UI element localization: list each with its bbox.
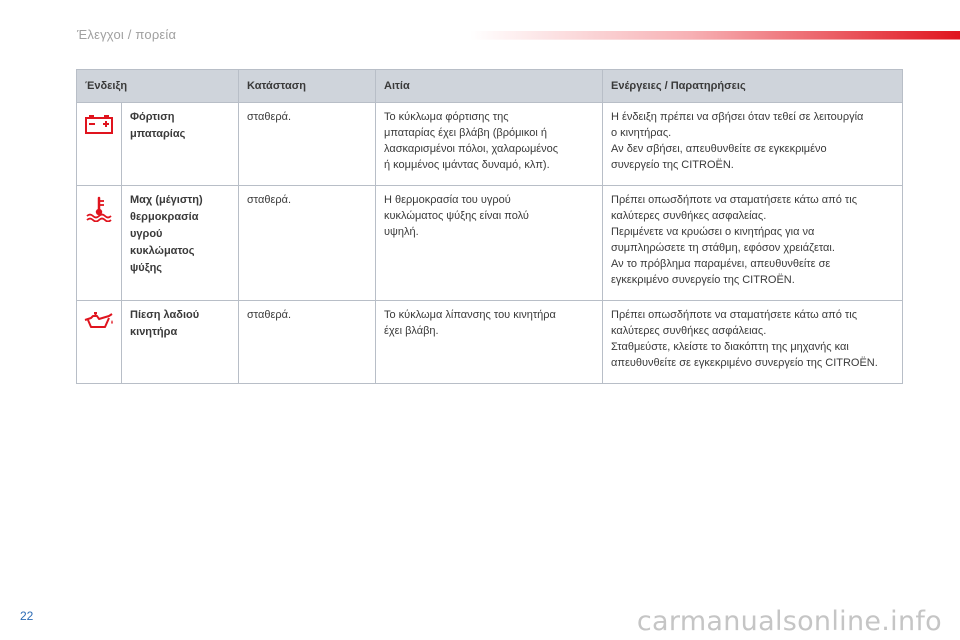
table-row <box>77 301 903 384</box>
cause-line: υψηλή. <box>384 226 419 238</box>
indicator-name-line: κινητήρα <box>130 326 178 338</box>
page-number: 22 <box>20 609 34 623</box>
action-line: Πρέπει οπωσδήποτε να σταματήσετε κάτω από τις <box>611 309 857 321</box>
action-line: συνεργείο της CITROËN. <box>611 159 734 171</box>
action-line: απευθυνθείτε σε εγκεκριμένο συνεργείο της CITROËN. <box>611 357 878 369</box>
header-rule <box>470 39 960 40</box>
action-line: Σταθμεύστε, κλείστε το διακόπτη της μηχανής και <box>611 341 849 353</box>
column-header-cause: Αιτία <box>376 70 603 103</box>
battery-charge-icon <box>84 113 114 135</box>
indicator-name-line: μπαταρίας <box>130 128 186 140</box>
action-line: Η ένδειξη πρέπει να σβήσει όταν τεθεί σε λειτουργία <box>611 111 864 123</box>
indicator-name-line: Φόρτιση <box>130 111 175 123</box>
cause-line: Το κύκλωμα λίπανσης του κινητήρα <box>384 309 556 321</box>
table-row <box>77 186 903 301</box>
action-line: καλύτερες συνθήκες ασφαλείας. <box>611 210 767 222</box>
column-header-actions: Ενέργειες / Παρατηρήσεις <box>603 70 903 103</box>
cause-line: έχει βλάβη. <box>384 325 439 337</box>
indicator-name-line: Πίεση λαδιού <box>130 309 200 321</box>
action-line: συμπληρώσετε τη στάθμη, εφόσον χρειάζεται. <box>611 242 835 254</box>
table-header-row <box>77 70 903 103</box>
state-cell: σταθερά. <box>239 301 376 384</box>
action-line: Περιμένετε να κρυώσει ο κινητήρας για να <box>611 226 815 238</box>
action-line: Αν το πρόβλημα παραμένει, απευθυνθείτε σε <box>611 258 831 270</box>
oil-pressure-icon <box>83 311 115 331</box>
cause-line: Η θερμοκρασία του υγρού <box>384 194 511 206</box>
cause-line: μπαταρίας έχει βλάβη (βρόμικοι ή <box>384 127 547 139</box>
state-cell: σταθερά. <box>239 186 376 301</box>
table-row <box>77 103 903 186</box>
watermark: carmanualsonline.info <box>636 606 942 637</box>
column-header-indicator: Ένδειξη <box>77 70 239 103</box>
indicator-name-line: υγρού <box>130 228 163 240</box>
action-line: Αν δεν σβήσει, απευθυνθείτε σε εγκεκριμένο <box>611 143 827 155</box>
section-title: Έλεγχοι / πορεία <box>77 27 177 42</box>
state-cell: σταθερά. <box>239 103 376 186</box>
indicator-name-line: κυκλώματος <box>130 245 195 257</box>
warning-lights-table <box>76 69 903 384</box>
column-header-state: Κατάσταση <box>239 70 376 103</box>
cause-line: Το κύκλωμα φόρτισης της <box>384 111 509 123</box>
header-accent-bar <box>470 31 960 39</box>
indicator-name-line: Μαχ (μέγιστη) <box>130 194 203 206</box>
coolant-temperature-icon <box>84 196 114 222</box>
action-line: Πρέπει οπωσδήποτε να σταματήσετε κάτω από τις <box>611 194 857 206</box>
action-line: εγκεκριμένο συνεργείο της CITROËN. <box>611 274 795 286</box>
action-line: καλύτερες συνθήκες ασφάλειας. <box>611 325 767 337</box>
cause-line: ή κομμένος ιμάντας δυναμό, κλπ). <box>384 159 550 171</box>
indicator-name-line: θερμοκρασία <box>130 211 199 223</box>
cause-line: λασκαρισμένοι πόλοι, χαλαρωμένος <box>384 143 559 155</box>
indicator-name-line: ψύξης <box>130 262 163 274</box>
action-line: ο κινητήρας. <box>611 127 672 139</box>
cause-line: κυκλώματος ψύξης είναι πολύ <box>384 210 529 222</box>
